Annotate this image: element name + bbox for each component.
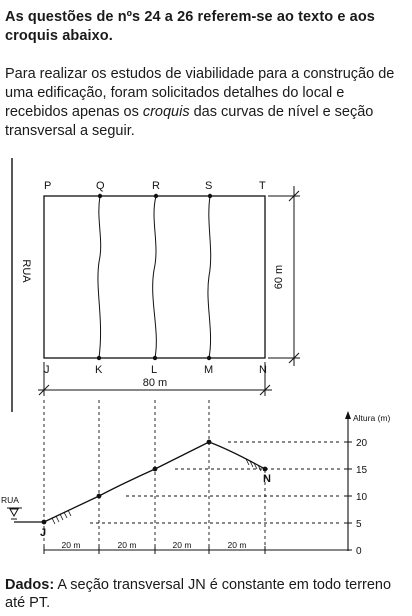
- point-label-l: L: [151, 364, 158, 376]
- point-label-q: Q: [96, 180, 105, 192]
- contour-line-q-k: [98, 196, 101, 358]
- altitude-tick-0: 0: [356, 546, 362, 557]
- spacing-label-1: 20 m: [61, 540, 81, 550]
- data-note-label: Dados:: [5, 577, 55, 593]
- point-label-t: T: [259, 180, 266, 192]
- point-label-k: K: [95, 364, 103, 376]
- altitude-tick-10: 10: [356, 492, 368, 503]
- street-level-symbol: [7, 508, 22, 519]
- altitude-tick-15: 15: [356, 465, 368, 476]
- spacing-label-2: 20 m: [117, 540, 137, 550]
- data-note: [5, 576, 407, 612]
- altitude-tick-20: 20: [356, 438, 368, 449]
- point-label-m: M: [204, 364, 214, 376]
- point-label-s: S: [205, 180, 213, 192]
- point-label-r: R: [152, 180, 160, 192]
- section-point-j: J: [40, 527, 47, 539]
- data-note-text: A seção transversal JN é constante em todo terreno até PT.: [5, 577, 392, 611]
- width-dimension-label: 80 m: [142, 377, 168, 389]
- altitude-axis-title: Altura (m): [353, 413, 391, 423]
- point-label-n: N: [259, 364, 267, 376]
- height-dimension-label: 60 m: [273, 264, 285, 290]
- intro-text-after: das curvas de nível e seção transversal a seguir.: [5, 104, 374, 139]
- point-label-p: P: [44, 180, 52, 192]
- contour-line-r-l: [153, 196, 157, 358]
- projection-lines: [44, 400, 340, 550]
- section-point-n: N: [263, 473, 271, 485]
- heading-line-1: As questões de nºs 24 a 26 referem-se ao texto e aos: [5, 9, 375, 25]
- cross-section: [7, 400, 352, 554]
- street-label-plan: RUA: [20, 259, 32, 283]
- altitude-tick-5: 5: [356, 519, 362, 530]
- street-label-section: RUA: [1, 495, 19, 505]
- terrain-profile: [44, 442, 265, 522]
- intro-text-italic: croquis: [142, 104, 190, 120]
- heading-line-2: croquis abaixo.: [5, 28, 113, 44]
- spacing-label-4: 20 m: [227, 540, 247, 550]
- intro-text-before: Para realizar os estudos de viabilidade para a construção de uma edificação, foram solicitados detalhes do local e recebidos apenas os: [5, 66, 395, 120]
- point-label-j: J: [44, 364, 50, 376]
- contour-line-s-m: [208, 196, 211, 358]
- spacing-label-3: 20 m: [172, 540, 192, 550]
